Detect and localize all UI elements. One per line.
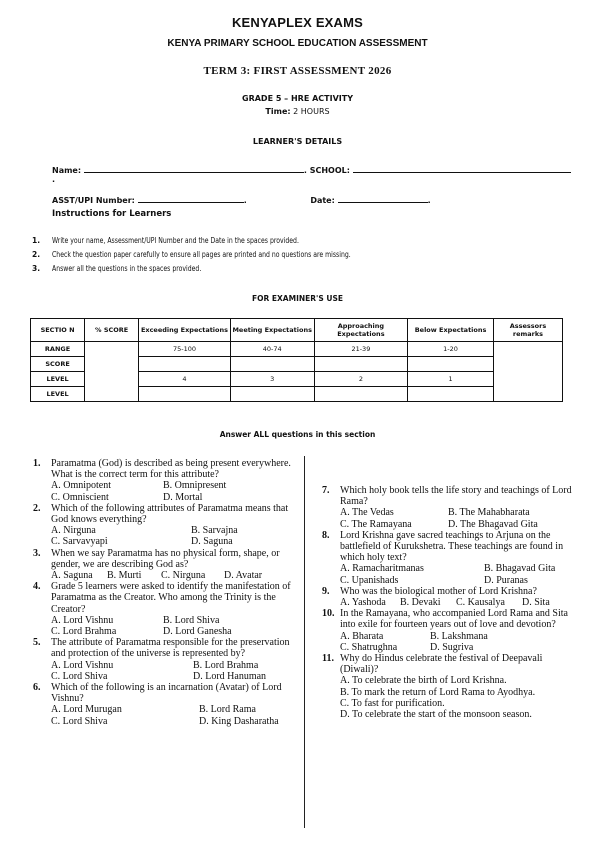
- options-row: [340, 563, 574, 574]
- options-row: [51, 716, 295, 727]
- option-d[interactable]: D. Sugriva: [430, 641, 474, 653]
- option-b[interactable]: B. Sarvajna: [191, 525, 238, 537]
- question-text: Paramatma (God) is described as being present everywhere. What is the correct term for this attribute?: [51, 458, 291, 481]
- options-row: [340, 642, 574, 653]
- header-remarks: Assessors remarks: [493, 319, 562, 342]
- table-cell: 2: [314, 372, 408, 387]
- table-cell: 1-20: [408, 342, 494, 357]
- question-text: Which holy book tells the life story and teachings of Lord Rama?: [340, 485, 572, 508]
- table-cell[interactable]: [314, 357, 408, 372]
- option-c[interactable]: C. Lord Brahma: [51, 626, 117, 638]
- option-b[interactable]: B. Lord Brahma: [193, 659, 259, 671]
- name-label: Name:: [52, 166, 82, 175]
- option-a[interactable]: A. Saguna: [51, 570, 93, 582]
- question-3: 3. When we say Paramatma has no physical form, shape, or gender, we are describing God as? A. Saguna B. Murti C. Nirguna D. Avatar: [33, 548, 295, 582]
- question-5: 5. The attribute of Paramatma responsible for the preservation and protection of the universe is represented by? A. Lord Vishnu B. Lord Brahma C. Lord Shiva D. Lord Hanuman: [33, 637, 295, 682]
- option-c[interactable]: C. Shatrughna: [340, 641, 398, 653]
- option-b[interactable]: B. Lakshmana: [430, 630, 488, 642]
- questions-left-column: [33, 458, 295, 727]
- option-b[interactable]: B. To mark the return of Lord Rama to Ayodhya.: [340, 686, 536, 698]
- option-c[interactable]: C. Lord Shiva: [51, 715, 108, 727]
- header-meeting: Meeting Expectations: [230, 319, 314, 342]
- option-a[interactable]: A. To celebrate the birth of Lord Krishna.: [340, 675, 507, 687]
- question-text: Why do Hindus celebrate the festival of Deepavali (Diwali)?: [340, 653, 543, 676]
- option-c[interactable]: C. Lord Shiva: [51, 670, 108, 682]
- option-b[interactable]: B. Murti: [107, 570, 142, 582]
- instructions-title: Instructions for Learners: [52, 209, 172, 219]
- asst-label: ASST/UPI Number:: [52, 196, 135, 205]
- option-d[interactable]: D. Mortal: [163, 491, 203, 503]
- question-text: Which of the following is an incarnation (Avatar) of Lord Vishnu?: [51, 682, 282, 705]
- option-c[interactable]: C. Omniscient: [51, 491, 109, 503]
- option-a[interactable]: A. Lord Murugan: [51, 704, 122, 716]
- option-b[interactable]: B. The Mahabharata: [448, 507, 530, 519]
- option-d[interactable]: D. King Dasharatha: [199, 715, 279, 727]
- table-cell[interactable]: [139, 387, 231, 402]
- option-b[interactable]: B. Bhagavad Gita: [484, 563, 556, 575]
- table-cell[interactable]: [230, 387, 314, 402]
- option-d[interactable]: D. To celebrate the start of the monsoon season.: [340, 709, 532, 721]
- table-cell[interactable]: [139, 357, 231, 372]
- name-field[interactable]: [84, 172, 304, 173]
- question-9: 9. Who was the biological mother of Lord Krishna? A. Yashoda B. Devaki C. Kausalya D. Sita: [322, 586, 574, 608]
- option-a[interactable]: A. Lord Vishnu: [51, 614, 114, 626]
- header-approaching: Approaching Expectations: [314, 319, 408, 342]
- header-section: SECTIO N: [31, 319, 85, 342]
- row-label-score: SCORE: [31, 357, 85, 372]
- grade-title: GRADE 5 – HRE ACTIVITY: [242, 94, 353, 103]
- options-row: [340, 597, 574, 608]
- date-label: Date:: [310, 196, 335, 205]
- header-exceeding: Exceeding Expectations: [139, 319, 231, 342]
- questions-right-column: [322, 485, 574, 720]
- option-a[interactable]: A. Omnipotent: [51, 480, 111, 492]
- table-cell: 4: [139, 372, 231, 387]
- date-field[interactable]: [338, 202, 428, 203]
- option-b[interactable]: B. Lord Rama: [199, 704, 256, 716]
- option-b[interactable]: B. Lord Shiva: [163, 614, 220, 626]
- name-school-row: Name: . SCHOOL: .: [52, 166, 572, 184]
- table-cell[interactable]: [314, 387, 408, 402]
- table-cell: 3: [230, 372, 314, 387]
- term-title: TERM 3: FIRST ASSESSMENT 2026: [203, 65, 392, 77]
- options-row: [51, 492, 295, 503]
- column-divider: [304, 456, 305, 828]
- table-cell: 21-39: [314, 342, 408, 357]
- option-c[interactable]: C. Upanishads: [340, 574, 399, 586]
- remarks-merged-cell[interactable]: [493, 342, 562, 402]
- time-value: 2 HOURS: [293, 107, 330, 116]
- time-label: Time:: [265, 107, 291, 116]
- table-cell[interactable]: [408, 357, 494, 372]
- options-row: [51, 704, 295, 715]
- options-row: [51, 626, 295, 637]
- school-label: SCHOOL:: [309, 166, 350, 175]
- option-d[interactable]: D. Puranas: [484, 574, 528, 586]
- question-6: 6. Which of the following is an incarnation (Avatar) of Lord Vishnu? A. Lord Murugan B. Lord Rama C. Lord Shiva D. King Dasharatha: [33, 682, 295, 727]
- asst-date-row: ASST/UPI Number: . Date: .: [52, 196, 431, 205]
- option-b[interactable]: B. Omnipresent: [163, 480, 227, 492]
- table-cell[interactable]: [408, 387, 494, 402]
- option-b[interactable]: B. Devaki: [400, 597, 441, 609]
- option-d[interactable]: D. Lord Ganesha: [163, 626, 232, 638]
- question-text: In the Ramayana, who accompanied Lord Rama and Sita into exile for fourteen years out of love and devotion?: [340, 608, 568, 631]
- question-text: Grade 5 learners were asked to identify the manifestation of Paramatma as the Creator. Who among the Trinity is the Creator?: [51, 581, 291, 615]
- table-cell[interactable]: [230, 357, 314, 372]
- option-c[interactable]: C. Sarvavyapi: [51, 536, 108, 548]
- option-a[interactable]: A. Nirguna: [51, 525, 96, 537]
- score-merged-cell[interactable]: [85, 342, 139, 402]
- section-instruction: Answer ALL questions in this section: [219, 430, 376, 439]
- header-score: % SCORE: [85, 319, 139, 342]
- row-label-level-2: LEVEL: [31, 387, 85, 402]
- question-1: 1. Paramatma (God) is described as being present everywhere. What is the correct term for this attribute? A. Omnipotent B. Omnipresent C. Omniscient D. Mortal: [33, 458, 295, 503]
- header-below: Below Expectations: [408, 319, 494, 342]
- option-c[interactable]: C. Kausalya: [456, 597, 505, 609]
- exam-org-title: KENYAPLEX EXAMS: [231, 15, 364, 30]
- table-cell: 75-100: [139, 342, 231, 357]
- options-row: [51, 615, 295, 626]
- options-row: [51, 480, 295, 491]
- options-row: [340, 631, 574, 642]
- options-row: [340, 575, 574, 586]
- option-a[interactable]: A. Ramacharitmanas: [340, 563, 424, 575]
- time-line: [0, 107, 595, 116]
- option-d[interactable]: D. Lord Hanuman: [193, 670, 267, 682]
- option-a[interactable]: A. Yashoda: [340, 597, 386, 609]
- option-c[interactable]: C. Nirguna: [161, 570, 206, 582]
- question-text: When we say Paramatma has no physical form, shape, or gender, we are describing God as?: [51, 547, 280, 570]
- option-a[interactable]: A. Lord Vishnu: [51, 659, 114, 671]
- question-text: Lord Krishna gave sacred teachings to Arjuna on the battlefield of Kurukshetra. These teachings are found in which holy text?: [340, 529, 564, 564]
- question-text: Which of the following attributes of Paramatma means that God knows everything?: [51, 502, 289, 526]
- row-label-level: LEVEL: [31, 372, 85, 387]
- options-row: [340, 507, 574, 518]
- option-d[interactable]: D. Saguna: [191, 536, 233, 548]
- question-4: 4. Grade 5 learners were asked to identify the manifestation of Paramatma as the Creator. Who among the Trinity is the Creator? A. Lord Vishnu B. Lord Shiva C. Lord Brahma D. Lord Ganesha: [33, 581, 295, 637]
- question-7: 7. Which holy book tells the life story and teachings of Lord Rama? A. The Vedas B. The Mahabharata C. The Ramayana D. The Bhagavad Gita: [322, 485, 574, 530]
- row-label-range: RANGE: [31, 342, 85, 357]
- options-row: [51, 570, 295, 581]
- examiner-use-title: FOR EXAMINER'S USE: [252, 294, 343, 303]
- option-d[interactable]: D. The Bhagavad Gita: [448, 518, 538, 530]
- assessment-title: KENYA PRIMARY SCHOOL EDUCATION ASSESSMENT: [167, 38, 428, 49]
- question-text: The attribute of Paramatma responsible for the preservation and protection of the universe is represented by?: [51, 637, 290, 660]
- options-row: [51, 536, 295, 547]
- table-cell: 1: [408, 372, 494, 387]
- options-row: [51, 525, 295, 536]
- question-11: 11. Why do Hindus celebrate the festival of Deepavali (Diwali)? A. To celebrate the birth of Lord Krishna. B. To mark the return of Lord Rama to Ayodhya. C. To fast for purification. D. To celebrate the start of the monsoon season.: [322, 653, 574, 720]
- option-c[interactable]: C. The Ramayana: [340, 518, 412, 530]
- option-d[interactable]: D. Avatar: [224, 570, 263, 582]
- option-a[interactable]: A. The Vedas: [340, 507, 394, 519]
- table-cell: 40-74: [230, 342, 314, 357]
- learner-details-title: LEARNER'S DETAILS: [252, 137, 343, 146]
- school-field[interactable]: [353, 172, 571, 173]
- asst-field[interactable]: [138, 202, 244, 203]
- options-row: [51, 671, 295, 682]
- question-2: 2. Which of the following attributes of Paramatma means that God knows everything? A. Nirguna B. Sarvajna C. Sarvavyapi D. Saguna: [33, 503, 295, 548]
- question-text: Who was the biological mother of Lord Krishna?: [340, 585, 537, 597]
- option-a[interactable]: A. Bharata: [340, 630, 384, 642]
- option-c[interactable]: C. To fast for purification.: [340, 697, 445, 709]
- examiner-table: [30, 318, 563, 402]
- question-8: 8. Lord Krishna gave sacred teachings to Arjuna on the battlefield of Kurukshetra. These teachings are found in which holy text? A. Ramacharitmanas B. Bhagavad Gita C. Upanishads D. Puranas: [322, 530, 574, 586]
- option-d[interactable]: D. Sita: [522, 597, 550, 609]
- question-10: 10. In the Ramayana, who accompanied Lord Rama and Sita into exile for fourteen years out of love and devotion? A. Bharata B. Lakshmana C. Shatrughna D. Sugriva: [322, 608, 574, 653]
- options-row: [340, 519, 574, 530]
- options-row: [51, 660, 295, 671]
